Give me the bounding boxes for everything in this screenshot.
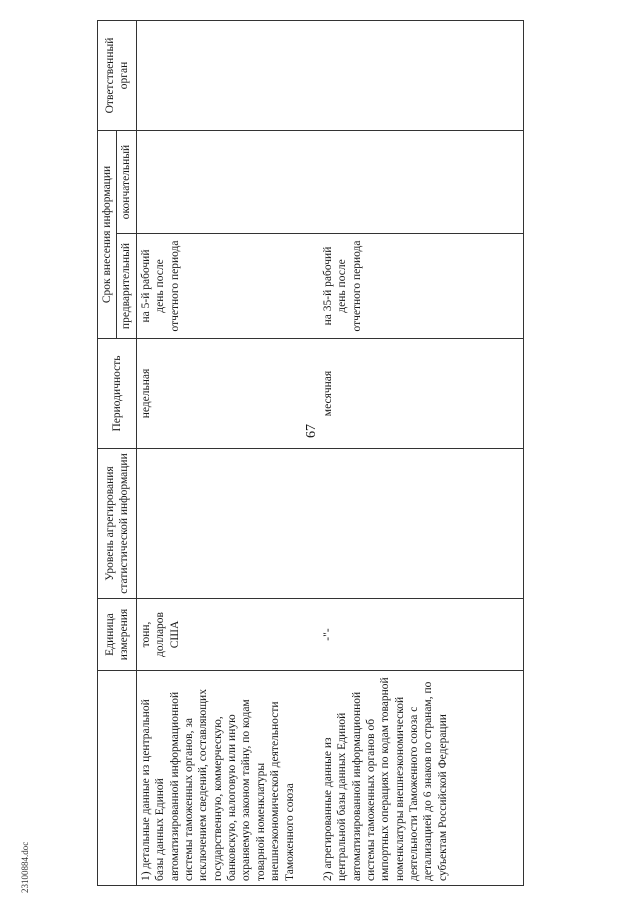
header-aggregation: Уровень агрегирования статистической информации [98, 449, 137, 599]
table-row [319, 21, 524, 886]
header-final: окончательный [117, 131, 136, 234]
row-final [319, 131, 524, 234]
row-unit: -"- [319, 599, 524, 671]
table-header-row [98, 21, 117, 886]
row-aggregation [319, 449, 524, 599]
header-unit: Единица измерения [98, 599, 137, 671]
header-deadline-group: Срок внесения информации [98, 131, 117, 339]
row-preliminary: на 5-й рабочий день после отчетного периода [136, 234, 319, 339]
row-responsible [136, 21, 319, 131]
row-responsible [319, 21, 524, 131]
page-number: 67 [304, 424, 319, 438]
row-unit: тонн, долларов США [136, 599, 319, 671]
row-aggregation [136, 449, 319, 599]
report-table-container [97, 21, 617, 886]
table-row [136, 21, 319, 886]
row-periodicity: месячная [319, 339, 524, 449]
footer-file-name: 23100884.doc [20, 841, 30, 893]
report-table [97, 20, 524, 886]
row-periodicity: недельная [136, 339, 319, 449]
row-description: 1) детальные данные из центральной базы данных Единой автоматизированной информационной системы таможенных органов, за исключением сведений, составляющих государственную, коммерческую, банковскую, налоговую или иную охраняемую законом тайну, по кодам товарной номенклатуры внешнеэкономической деятельности Таможенного союза [136, 671, 319, 886]
row-preliminary: на 35-й рабочий день после отчетного периода [319, 234, 524, 339]
header-description [98, 671, 137, 886]
header-preliminary: предварительный [117, 234, 136, 339]
header-periodicity: Периодичность [98, 339, 137, 449]
row-description: 2) агрегированные данные из центральной базы данных Единой автоматизированной информационной системы таможенных органов об импортных операциях по кодам товарной номенклатуры внешнеэкономической деятельности Таможенного союза с детализацией до 6 знаков по странам, по субъектам Российской Федерации [319, 671, 524, 886]
row-final [136, 131, 319, 234]
header-responsible: Ответственный орган [98, 21, 137, 131]
